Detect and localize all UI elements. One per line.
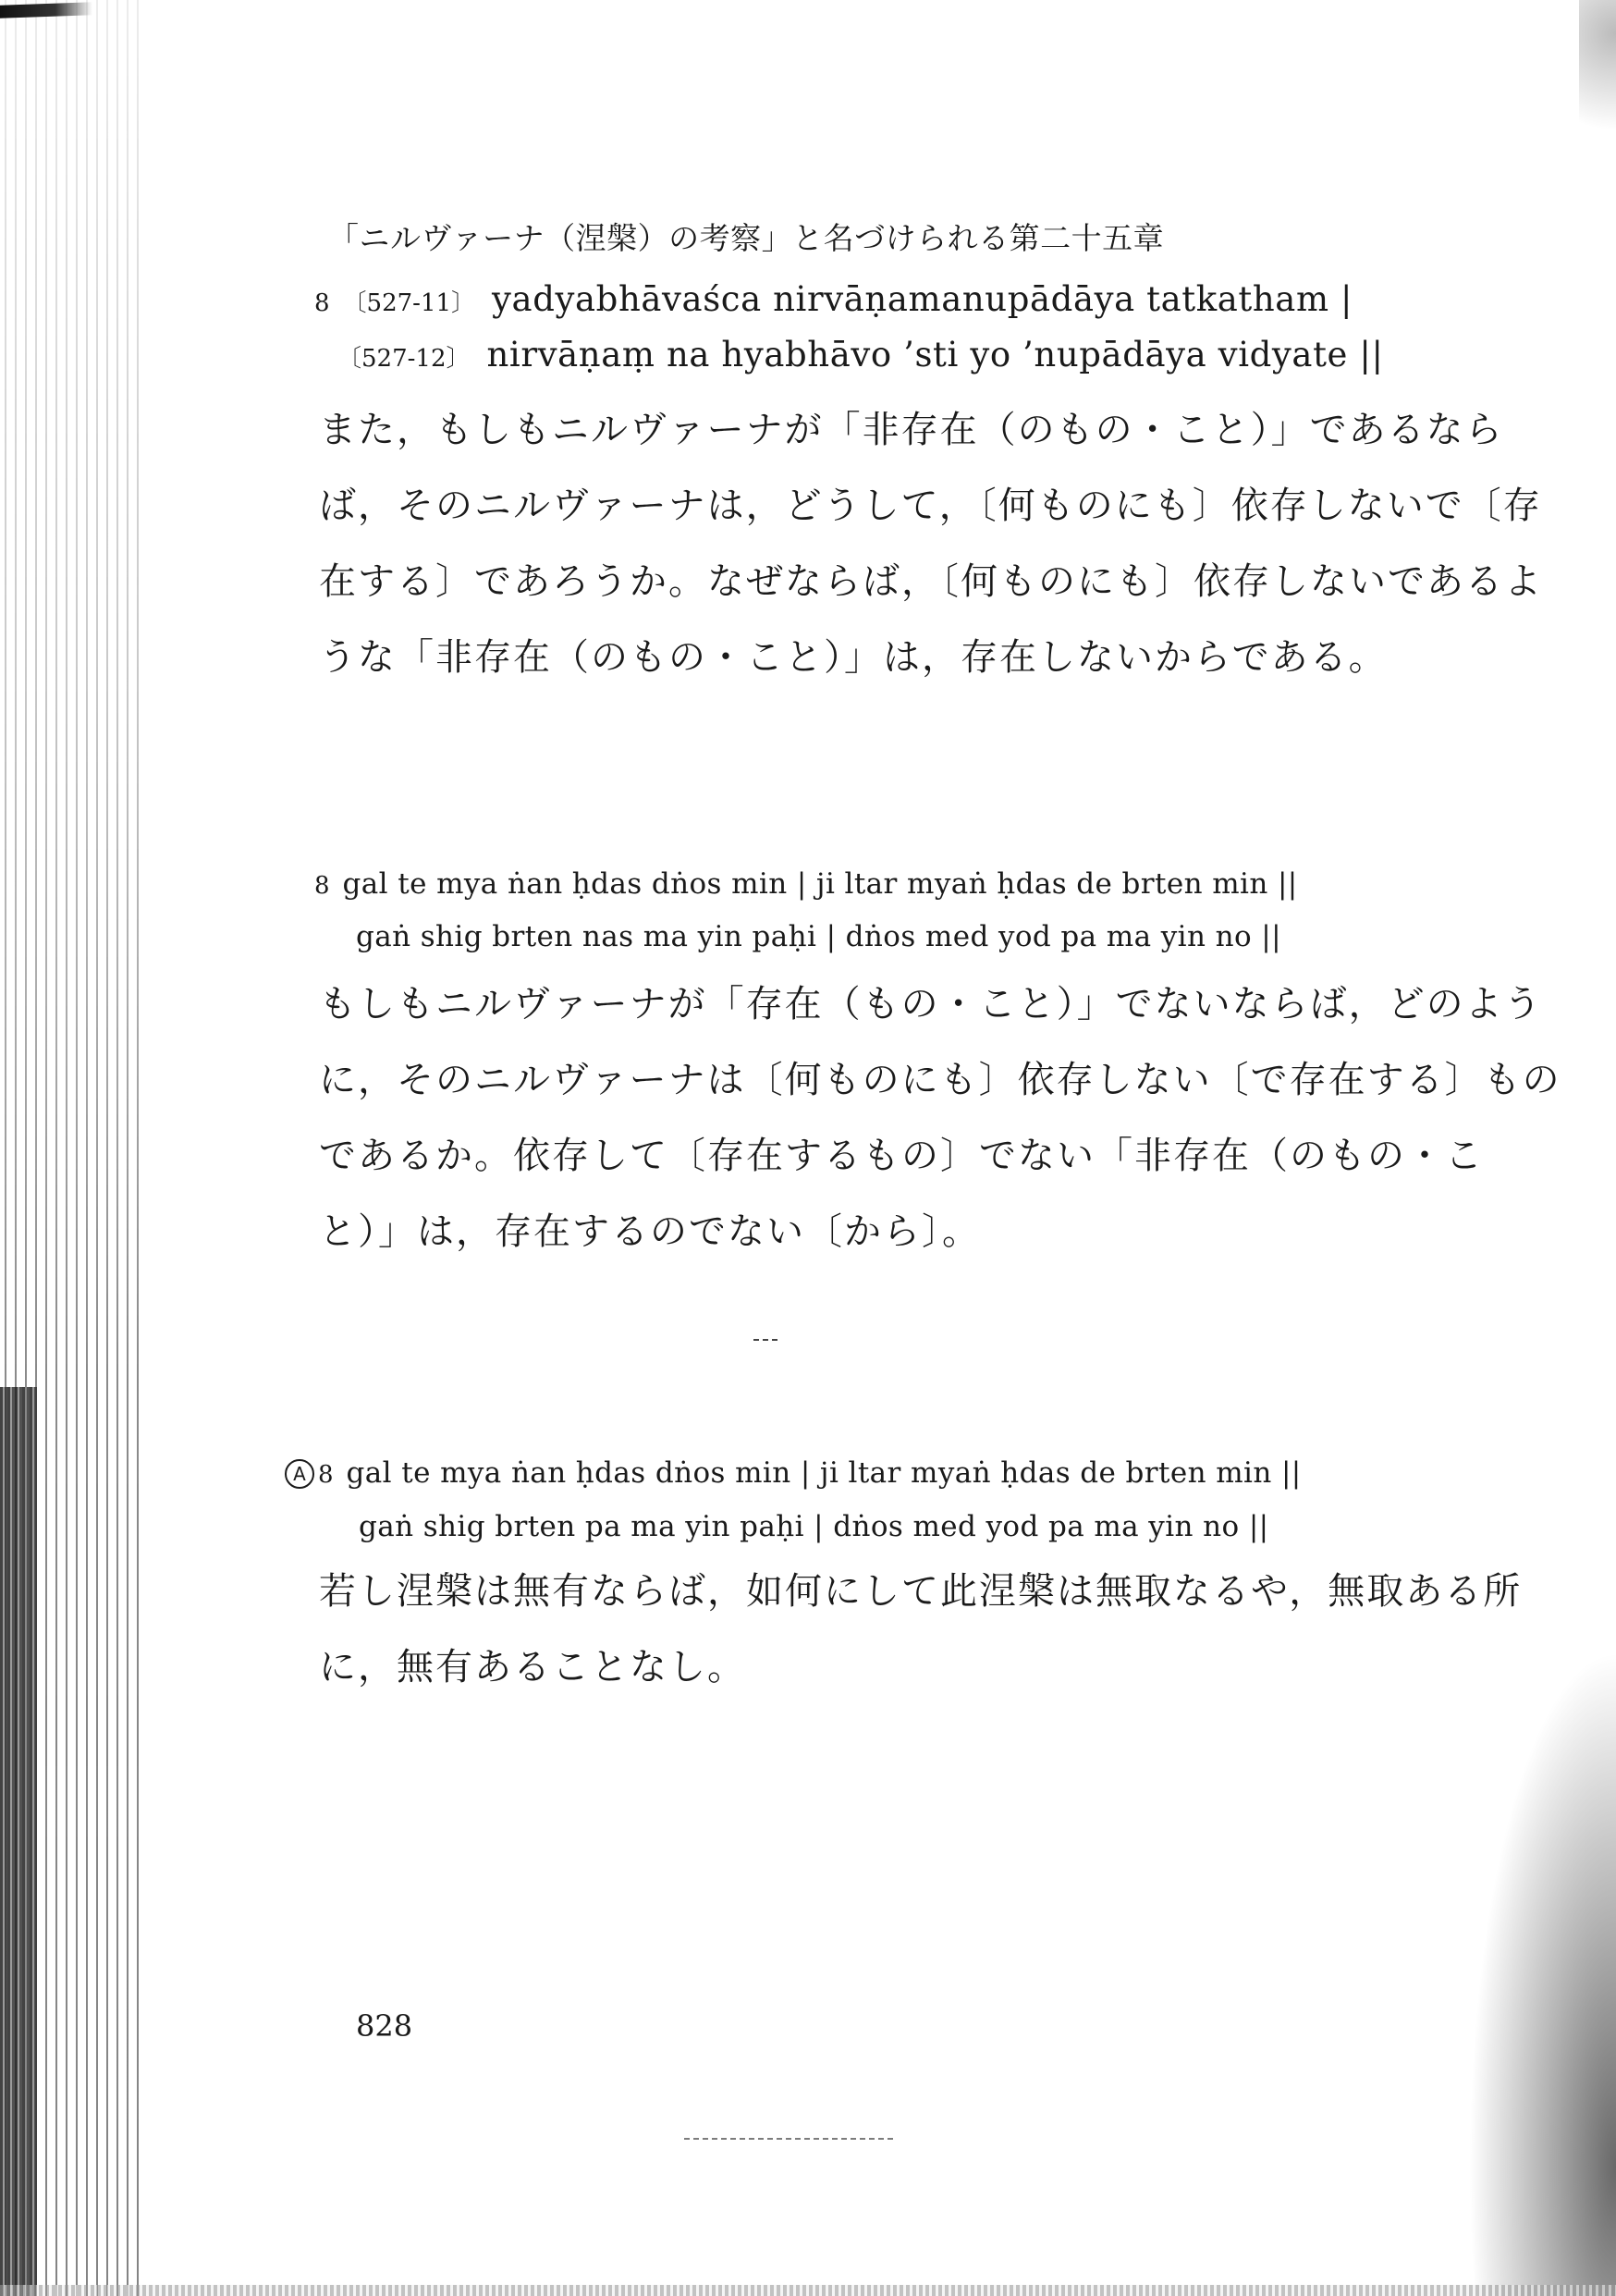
akutobhaya-verse-line-1 <box>285 1456 1302 1490</box>
page-number: 828 <box>356 2008 413 2044</box>
verse-number: 8 <box>318 1461 334 1489</box>
sanskrit-translation: また，もしもニルヴァーナが「非存在（のもの・こと）」であるならば，そのニルヴァーナは，どうして，〔何ものにも〕依存しないで〔存在する〕であろうか。なぜならば，〔何ものにも〕依存しないであるような「非存在（のもの・こと）」は，存在しないからである。 <box>319 409 1543 679</box>
tibetan-text: gaṅ shig brten pa ma yin paḥi | dṅos med yod pa ma yin no || <box>359 1510 1269 1543</box>
akutobhaya-verse-line-2 <box>359 1510 1269 1543</box>
verse-reference: 〔527-11〕 <box>342 289 476 317</box>
akutobhaya-marker: A <box>285 1459 314 1489</box>
tibetan-verse-line-1 <box>314 867 1298 901</box>
scan-dash-mark <box>684 2138 897 2140</box>
scan-shadow-right-top <box>1579 0 1616 166</box>
sanskrit-text: nirvāṇaṃ na hyabhāvo ’sti yo ’nupādāya vidyate || <box>486 335 1384 374</box>
tibetan-text: gaṅ shig brten nas ma yin paḥi | dṅos med yod pa ma yin no || <box>356 920 1281 953</box>
tibetan-text: gal te mya ṅan ḥdas dṅos min | ji ltar myaṅ ḥdas de brten min || <box>346 1456 1302 1490</box>
verse-number: 8 <box>314 289 330 317</box>
sanskrit-verse-line-1 <box>314 279 1353 319</box>
scan-edge-bottom <box>0 2285 1616 2296</box>
scan-dash-mark <box>753 1339 781 1341</box>
verse-reference: 〔527-12〕 <box>337 345 471 373</box>
scan-edge-left <box>0 1387 37 2296</box>
scan-shadow-right-bottom <box>1468 1649 1616 2296</box>
tibetan-text: gal te mya ṅan ḥdas dṅos min | ji ltar myaṅ ḥdas de brten min || <box>342 867 1298 901</box>
tibetan-translation: もしもニルヴァーナが「存在（もの・こと）」でないならば，どのように，そのニルヴァーナは〔何ものにも〕依存しない〔で存在する〕ものであるか。依存して〔存在するもの〕でない「非存在（のもの・こと）」は，存在するのでない〔から〕。 <box>319 983 1561 1253</box>
verse-number: 8 <box>314 872 330 900</box>
akutobhaya-translation: 若し涅槃は無有ならば，如何にして此涅槃は無取なるや，無取ある所に，無有あることなし。 <box>319 1570 1523 1688</box>
tibetan-verse-line-2 <box>356 920 1281 953</box>
sanskrit-text: yadyabhāvaśca nirvāṇamanupādāya tatkatham | <box>492 279 1353 319</box>
chapter-title: 「ニルヴァーナ（涅槃）の考察」と名づけられる第二十五章 <box>328 220 1165 256</box>
sanskrit-verse-line-2 <box>337 335 1384 374</box>
